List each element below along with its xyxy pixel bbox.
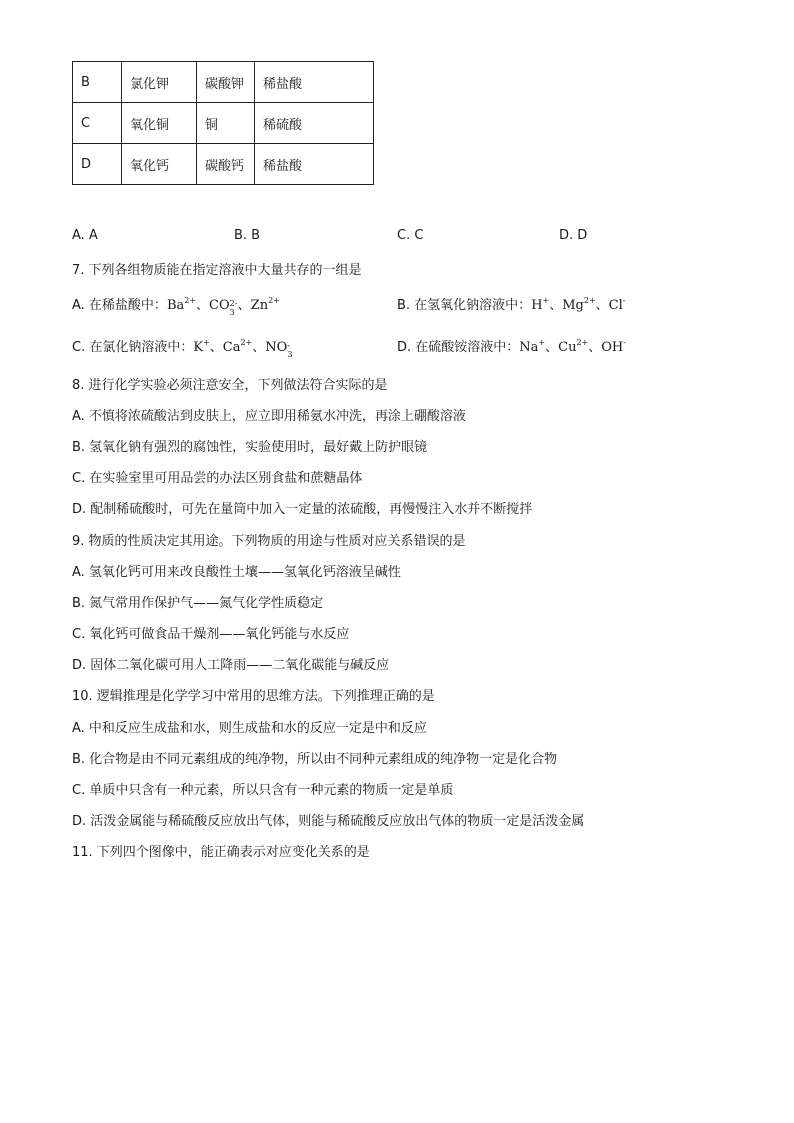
q7-option-d: D. 在硫酸铵溶液中：Na+、$Cu^{2+}$、OH- [397, 338, 626, 355]
q10-option-d: D. 活泼金属能与稀硫酸反应放出气体，则能与稀硫酸反应放出气体的物质一定是活泼金属 [72, 814, 585, 829]
table-cell: 氯化钾 [122, 62, 197, 103]
q8-option-a: A. 不慎将浓硫酸沾到皮肤上，应立即用稀氨水冲洗，再涂上硼酸溶液 [72, 409, 466, 424]
table-cell: B [73, 62, 122, 103]
table-cell: D [73, 144, 122, 185]
table-cell: 稀盐酸 [255, 144, 374, 185]
q8-option-c: C. 在实验室里可用品尝的办法区别食盐和蔗糖晶体 [72, 471, 363, 486]
ion-formula: K+、$Ca^{2+}$、NO - 3 [193, 338, 293, 359]
q9-stem: 9. 物质的性质决定其用途。下列物质的用途与性质对应关系错误的是 [72, 534, 466, 549]
table-cell: 稀盐酸 [255, 62, 374, 103]
table-row [73, 62, 374, 103]
ion-formula: Na+、$Cu^{2+}$、OH- [519, 338, 626, 355]
q11-stem: 11. 下列四个图像中，能正确表示对应变化关系的是 [72, 845, 370, 860]
ion-formula: $Ba^{2+}$、CO 2- 3 、$Zn^{2+}$ [166, 296, 280, 317]
q9-option-d: D. 固体二氧化碳可用人工降雨——二氧化碳能与碱反应 [72, 658, 390, 673]
options-table [72, 61, 374, 185]
table-cell: C [73, 103, 122, 144]
q9-option-b: B. 氮气常用作保护气——氮气化学性质稳定 [72, 596, 324, 611]
table-row [73, 103, 374, 144]
table-row [73, 144, 374, 185]
table-cell: 稀硫酸 [255, 103, 374, 144]
table-cell: 铜 [197, 103, 255, 144]
ion-formula: H+、$Mg^{2+}$、Cl- [531, 296, 626, 313]
q9-option-a: A. 氢氧化钙可用来改良酸性土壤——氢氧化钙溶液呈碱性 [72, 565, 401, 580]
q6-choice-a: A. A [72, 228, 98, 243]
q8-option-b: B. 氢氧化钠有强烈的腐蚀性，实验使用时，最好戴上防护眼镜 [72, 440, 428, 455]
q6-choice-b: B. B [234, 228, 261, 243]
q7-option-c: C. 在氯化钠溶液中：K+、$Ca^{2+}$、NO - 3 [72, 336, 295, 355]
q7-stem: 7. 下列各组物质能在指定溶液中大量共存的一组是 [72, 263, 362, 278]
table-cell: 氧化铜 [122, 103, 197, 144]
q8-option-d: D. 配制稀硫酸时，可先在量筒中加入一定量的浓硫酸，再慢慢注入水并不断搅拌 [72, 502, 533, 517]
q6-choice-c: C. C [397, 228, 424, 243]
table-cell: 碳酸钾 [197, 62, 255, 103]
table-cell: 氧化钙 [122, 144, 197, 185]
q10-option-b: B. 化合物是由不同元素组成的纯净物，所以由不同种元素组成的纯净物一定是化合物 [72, 752, 558, 767]
q7-option-a: A. 在稀盐酸中：$Ba^{2+}$、CO 2- 3 、$Zn^{2+}$ [72, 296, 280, 317]
q6-choice-d: D. D [559, 228, 588, 243]
q10-option-c: C. 单质中只含有一种元素，所以只含有一种元素的物质一定是单质 [72, 783, 454, 798]
q7-option-b: B. 在氢氧化钠溶液中：H+、$Mg^{2+}$、Cl- [397, 296, 626, 313]
q10-stem: 10. 逻辑推理是化学学习中常用的思维方法。下列推理正确的是 [72, 689, 435, 704]
q10-option-a: A. 中和反应生成盐和水，则生成盐和水的反应一定是中和反应 [72, 721, 427, 736]
q8-stem: 8. 进行化学实验必须注意安全，下列做法符合实际的是 [72, 378, 388, 393]
table-cell: 碳酸钙 [197, 144, 255, 185]
q9-option-c: C. 氧化钙可做食品干燥剂——氧化钙能与水反应 [72, 627, 350, 642]
